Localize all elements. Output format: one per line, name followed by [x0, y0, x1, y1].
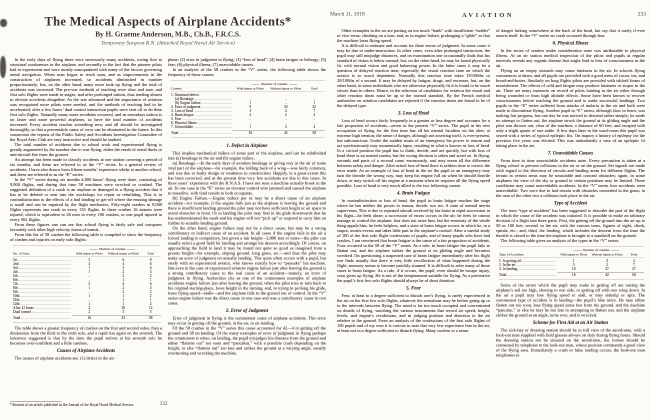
table-cell: ..	[249, 117, 252, 121]
article-byline: By H. Graeme Anderson, M.B., Ch.B., F.R.C.S.	[95, 30, 241, 39]
table-row	[171, 131, 325, 136]
table-cell: 3	[122, 310, 125, 314]
table-row-label: 4th	[13, 270, 18, 274]
table-cell: 2	[149, 274, 152, 278]
dotted-leader	[194, 116, 231, 117]
table-cell: 2	[88, 282, 91, 286]
table-cell: 1	[149, 298, 152, 302]
paragraph: The table shows a greater frequency of crashes on the first and second solos, then a diminution from the third to the sixth solo, and a rapid rise again on the seventh. The inference suggested is that by the time the pupil arrives at his seventh solo he becomes over-confident and a little careless.	[10, 325, 162, 346]
table-cell: 58	[303, 131, 325, 136]
paragraph: This implies mechanical failure of some part of the airplane, and can be subdivided into (a) breakage in the air and (b) engine failure.	[168, 150, 326, 161]
section-heading-first-aid: Scheme for First Aid at an Air Station	[532, 320, 609, 326]
dotted-leader	[194, 100, 231, 101]
table-cell: 1	[122, 278, 125, 282]
paragraph: On the other hand, engine failure may not be a direct cause, but may be a strong contributory or indirect cause of an accident. In all cases if the engine fails in the air a forced landing is compulsory, but given a fair height—2,000 feet or more—the pilot can usually select a good field for landing and arrange his descent accordingly. Of course, on approaching the field to land it may be found not quite so good as imagined from a greater height—for example, sloping ground, long grass, etc.—and thus the pilot may make an error of judgment on actually landing. This quite often occurs with a pupil, but rarely with an experienced aviator, who knows exactly how to “pancake” his machine. But even in the case of experienced aviators engine failure just after leaving the ground is a strong contributory cause to the real cause of an accident—namely, an error of judgment in flying. Authorities cite as one of the commonest examples of airplane accidents engine failure just after leaving the ground, when the pilot tries to turn back to his original starting-place, loses height in the turning, and, in trying to prolong his glide, loses flying speed—stalls—and the airplane falls to the ground out of control. In the “V” series engine failure was the direct cause in one case and was a contributory cause in two cases.	[168, 225, 326, 306]
table-header-row	[13, 252, 161, 257]
table-cell: 9	[249, 105, 252, 109]
table-column-header: Without injury to Pilots	[591, 253, 623, 257]
table-cell: 58	[624, 273, 644, 278]
article-title-block	[10, 15, 326, 46]
table-cell: 4	[632, 259, 635, 263]
table-row-label: 1. Structural defect:	[171, 93, 200, 97]
dotted-leader	[35, 309, 71, 310]
table-cell: 2	[149, 290, 152, 294]
accident-types-table	[499, 246, 644, 280]
table-header-row	[171, 87, 325, 92]
table-cell: 7	[313, 109, 316, 113]
table-row-label: 10th	[13, 294, 20, 298]
table-cell: 2	[606, 263, 608, 267]
table-cell: 5	[572, 263, 575, 267]
table-cell: 42	[312, 105, 317, 109]
table-cell: 1	[122, 294, 125, 298]
table-cell: 37	[605, 267, 609, 271]
paragraph: Fear, at least in a degree sufficient to disturb one’s flying, is rarely experienced in the air on the first few solo flights, whatever the sensations may be before going up or in the intervals between flying. The mind is far too much occupied and concentrated on details of flying, watching the various instruments that record air speed, height, levels, and engine’s revolutions, and in judging position and direction in the air relative to the ground. From an analysis of the confessions of the first solo flights of 100 pupils and of my own it is curious to note that very few experience fear in the air, at least not in a degree sufficient to disturb flying. Many confess to a sense	[337, 293, 490, 333]
text-column-3	[337, 28, 490, 417]
table-cell: ..	[284, 117, 287, 121]
paragraph: The term “type of accident” has been suggested to describe the part of the flight in which the cause of the accident was initiated. It is possible to make an arbitrary division of a flight into three parts: First, the getting off the ground into the air up to 50 or 100 feet; second, in the air, with the various turns, figures of eight, climb, spirals, etc.; and, third, the landing, which includes the descent from the time the throttle is closed to the time the airplane is brought to a standstill on the ground.	[496, 208, 645, 238]
table-cell: 2	[284, 113, 287, 117]
table-row-label: 6th	[13, 278, 18, 282]
table-cell: 3	[249, 109, 252, 113]
table-row-label: 11th	[13, 298, 20, 302]
table-cell: 4	[122, 282, 125, 286]
section-heading-judgment: 2. Error of Judgment	[225, 308, 269, 314]
section-heading-physical-illness: 6. Physical Illness	[552, 40, 589, 46]
table-stub-header: Causes:	[171, 86, 182, 91]
running-header	[330, 11, 646, 22]
article-title: The Medical Aspects of Airplane Accidents*	[44, 15, 292, 29]
table-cell: 2	[88, 306, 91, 310]
dotted-leader	[20, 297, 71, 298]
paragraph: Of the 58 crashes in the “V” series this cause accounted for 42—4 in getting off the ground and 38 on landing. Of the many examples of error of judgment in flying perhaps the commonest is when, on landing, the pupil misjudges his distance from the ground and either “flattens out” too soon and “pancakes,” with a possible crash depending on the height, or else “flattens out” too late and strikes the ground at a varying angle, usually overturning and wrecking the machine.	[168, 325, 326, 356]
table-cell: ..	[88, 278, 91, 282]
paragraph: The sick-bay or dressing station should be in full view of the aerodrome, with a look-out man supplied with field glasses always on duty during flying hours. Should the dressing station not be situated on the aerodrome, the former should be connected by telephone to the look-out man, whose position commands a good view of the flying area. Immediately a crash or false landing occurs, the look-out man telephones to	[496, 327, 645, 358]
dotted-leader	[198, 124, 232, 125]
paragraph: Loss of head occurs fairly frequently in a greater or less degree and accounts for a fair proportion of accidents—seven in the present “V” series. The pupil in his new occupation of flying for the first time has all his mental faculties on the alert, at extreme high tension; the sense of danger, although not asserting itself, is ever-present, but subconscious. Under the sudden strain of an emergency his power to reason and act synchronously may momentarily lapse, resulting in what is known as loss of head. In a critical position the pupil has to think, decide, and act quickly, but with loss of head there is no mental inertia, but the wrong decision is taken and acted on. In flying, seconds and parts of a second count enormously, and may mean all the difference between safety and danger. After actual loss of head there is seldom time to correct the error made. As an example of loss of head in the air the pupil in an emergency may turn the throttle the wrong way, may keep his engine full on when he should throttle down, or may switch off his engine at a moment when he requires all the flying speed possible. Loss of head is very much allied to the two following causes.	[337, 118, 490, 188]
table-stub-header: No. of Solo.	[13, 251, 31, 256]
dotted-leader	[20, 301, 71, 302]
dotted-leader	[20, 305, 71, 306]
paragraph: From these figures one can see that school flying is fairly safe and compares favorably with other high velocity forms of transit.	[10, 222, 162, 232]
table-row-label: Total	[171, 131, 179, 135]
table-row-label: 9th	[13, 290, 18, 294]
paragraph: Other examples in the air are putting on too much “bank” with insufficient “rudder” or vice versa; climbing on a turn; and, as in engine failure, prolonging a “glide” so that the machine loses flying speed.	[337, 28, 490, 43]
paragraph: In an analysis of the 58 crashes in the “V” series, the following table shows the frequency of those causes:	[168, 67, 326, 77]
table-column-header: With injury to Pilots	[75, 252, 103, 256]
journal-name: AVIATION	[462, 11, 514, 19]
table-cell: 1	[88, 286, 91, 290]
table-cell: ..	[313, 117, 316, 121]
dotted-leader	[19, 277, 72, 278]
scan-artifact	[0, 19, 7, 27]
table-cell: 1	[572, 259, 575, 263]
table-cell: 16	[557, 273, 590, 278]
table-cell: ..	[249, 121, 252, 125]
table-row-label: 4. Brain fatigue	[171, 113, 194, 117]
paragraph: In contradistinction to loss of head, the pupil in brain fatigue reaches the stage where he has neither the power to reason, decide, nor act. A state of mental inertia supervenes. This is due to repeated stimuli received by his brain in rapid succession in his flight—he feels alone; a succession of errors occurs in the air; he feels he cannot manage to control the airplane; fear does not seize him, but the enormity of the whole thing appals him; he feels helpless, and a state of brain fatigue occurs in which he, in a stupor, awaits events and takes little part in the airplane’s control. After a careful study of 100 of the first solo flight confessions of pupils, and of many pupils who have had crashes, I am convinced that brain fatigue is the cause of a fair proportion of accidents. Four occurred in the 58 of the “V” series. As a rule, in brain fatigue the pupil fails to flatten out, and the airplane strikes the ground at its gliding angle and becomes wrecked. On questioning a suspected case of brain fatigue immediately after his flight one finds usually that there is very little recollection of what happened during the flight; memory seems to become patchily stunned. It is difficult to refer many of these cases to brain fatigue. As a rule, if it occurs, the pupil, even should he escape injury, soon gives up flying. He is not of the temperament suitable for flying. As a preventive the pupil’s first few solo flights should always be of short duration.	[337, 198, 490, 283]
table-row-label: 3. Loss of head	[171, 109, 193, 113]
table-row-label: 1. In getting off	[499, 259, 522, 263]
table-cell: 2	[122, 286, 125, 290]
table-caption: Number of crashes	[98, 247, 126, 251]
table-row-label: Dual control	[13, 310, 32, 314]
paragraph: In the series of crashes under consideration none was attributable to physical illness. At an air station medical inspection of the pilots and pupils at regular intervals reveals any organic disease that might lead to loss of consciousness in the air.	[496, 48, 645, 68]
table-cell: 3	[606, 259, 608, 263]
table-cell: 7	[632, 263, 635, 267]
table-cell: 3	[88, 258, 91, 262]
table-cell: 16	[233, 131, 268, 136]
paragraph: From time to time unavoidable accidents arise. Every precaution is taken at a flying school to prevent collisions in the air or on the ground. Set signals are made with regard to the direction of circuits and landing areas for different flights. The terrain in certain areas may be unsuitable and conceal obstacles; again, in some airplanes the view of the sky or ground in certain positions may be limited. These conditions may cause unavoidable accidents. In the “V” series four accidents were unavoidable. Two were due to bad terrain with obstacles concealed in the grass; in the case of the other two a collision took place in the air.	[496, 158, 645, 198]
dotted-leader	[194, 128, 232, 129]
table-row-label: 12th	[13, 302, 20, 306]
table-cell: 2	[122, 290, 125, 294]
dotted-leader	[32, 313, 71, 314]
table-cell: 9	[149, 258, 152, 262]
table-caption: Number of crashes	[260, 82, 288, 86]
section-heading-defect: 1. Defect in Airplane	[226, 143, 268, 149]
table-row	[499, 273, 644, 278]
table-cell: 3	[284, 125, 287, 129]
dotted-leader	[517, 266, 556, 267]
table-column-header: With injury to Pilots	[560, 253, 588, 257]
text-column-2	[168, 57, 326, 414]
table-cell: 4	[149, 266, 152, 270]
table-caption: Number of crashes	[582, 248, 610, 252]
table-cell: 1	[88, 266, 91, 270]
section-heading-loss-of-head: 3. Loss of Head	[398, 110, 429, 116]
table-row	[13, 316, 161, 321]
table-row	[171, 125, 325, 129]
dotted-leader	[202, 104, 232, 105]
table-cell: 1	[122, 298, 125, 302]
table-cell: ..	[249, 97, 252, 101]
dotted-leader	[19, 293, 72, 294]
paragraph: In the early days of flying there were necessarily many accidents, owing first to structural weaknesses in the airplane, and secondly to the fact that the pioneer pilots had to experiment and were mostly unacquainted with many of the factors governing aerial navigation. When man began to teach man, and as improvements in the construction of airplanes increased, so accidents diminished in number proportionately; but, on the other hand, many more took up flying and the total of accidents was increased. The pre-war methods of teaching were slow and sure, and first solo flights were made in stages, and after prolonged tuition, thus tending almost to obviate accidents altogether. As the war advanced and the importance of aviation was recognized more pilots were needed, and the methods of teaching had to be accelerated; after a few hours’ dual control instruction pupils were sent off to do their first solo flights. Naturally many more accidents occurred, and as nowadays tuition is on faster and more powerful airplanes, so have the total number of accidents increased. Every accident teaches something new, and all should be investigated thoroughly, so that a preventable cause of error can be eliminated in the future. In this connection the reports of the Public Safety and Accidents Investigation Committee of the Royal Aero Club are very instructive and should be studied.	[10, 57, 162, 142]
table-cell: ..	[88, 274, 91, 278]
paragraph: plane; (2) error in judgment in flying; (3) “loss of head”; (4) brain fatigue or lethargy; (5) fear; (6) physical illness; (7) unavoidable causes.	[168, 57, 326, 67]
dotted-leader	[19, 273, 72, 274]
table-cell: ..	[284, 121, 287, 125]
table-row-label: 8th	[13, 286, 18, 290]
table-row-label: (a) Breakage	[175, 97, 194, 101]
article-affiliation: Temporary Surgeon R.N. (Attached Royal Naval Air Service)	[101, 40, 235, 46]
table-cell: ..	[313, 97, 316, 101]
table-cell: 3	[149, 286, 152, 290]
table-cell: 1	[88, 294, 91, 298]
text-column-1	[10, 57, 162, 407]
paragraph: An attempt has been made to classify accidents at one station covering a period of six months, and these are referred to as the “V” series. In a general review of accidents, I have also drawn from fifteen months’ experience whilst at another school, and these are referred to as the “E” series.	[10, 157, 162, 177]
table-cell: 10	[571, 267, 576, 271]
table-cell: 33	[283, 105, 288, 109]
table-column-header: Without injury to Pilots	[270, 87, 302, 91]
table-cell: 2	[88, 262, 91, 266]
table-row	[13, 310, 161, 314]
table-cell: ..	[88, 298, 91, 302]
table-row-label: After 12 hours	[13, 306, 34, 310]
dotted-leader	[179, 134, 231, 135]
table-cell: 1	[88, 270, 91, 274]
table-cell: 2	[149, 302, 152, 306]
table-row-label: 3. In landing	[499, 267, 518, 271]
dotted-leader	[194, 112, 232, 113]
table-cell: 4	[284, 109, 287, 113]
table-cell: 2	[149, 294, 152, 298]
paragraph: Some of the errors which the pupil may make in getting off are raising the airplane’s tail too high, slewing to one side, or getting off with one wing down. In the air a pupil may lose flying speed or stall, or may sideslip or spin. The commonest type of accident is in landing—the pupil’s bête noire. He may either flatten out too soon, lose flying speed some feet from the ground, and the machine “pancake,” or else he may be too late in attempting to flatten out, and the airplane strikes the ground at an angle, turns over, and is wrecked.	[496, 282, 645, 318]
table-column-header: Total	[310, 87, 318, 91]
page-number-right: 233	[637, 11, 646, 17]
section-heading-unavoidable: 7. Unavoidable Causes	[547, 150, 594, 156]
paragraph: In the “V” series during six months 4,000 hours’ flying were done, consisting of 9,000 flights, and during that time 58 machines were wrecked or crashed. The suggested definition of a crash is an airplane so damaged in a flying accident that it has to be deleted or sent into the workshops for repair or rebuilding. This is in contradistinction to the effects of a bad landing or get-off where the ensuing damage is small and can be repaired by the flight mechanics. Fifty-eight crashes in 9,000 flights represents one crash in every 155 flights. In these crashes 16 airmen were injured, which is equivalent to 26 men in every 100 crashes, or one pupil injured in every 562 flights.	[10, 177, 162, 222]
dotted-leader	[19, 285, 72, 286]
dotted-leader	[182, 120, 232, 121]
table-cell: 5	[149, 310, 152, 314]
dotted-leader	[19, 265, 71, 266]
table-cell: ..	[284, 97, 287, 101]
dotted-leader	[19, 289, 72, 290]
dotted-leader	[202, 108, 232, 109]
table-cell: 2	[88, 310, 91, 314]
table-row-label: 1st	[13, 258, 18, 262]
table-cell: ..	[284, 101, 287, 105]
table-cell: 1	[88, 302, 91, 306]
paragraph: The following table gives an analysis of the types in the “V” series:	[500, 238, 620, 243]
table-cell: 4	[313, 125, 316, 129]
table-row-label: 2nd	[13, 262, 19, 266]
table-cell: 42	[106, 316, 140, 321]
table-cell: 42	[590, 273, 623, 278]
table-column-header: Without injury to Pilots	[107, 252, 139, 256]
text-column-4	[496, 28, 645, 417]
paragraph: The causes of airplane accidents are: (1) defect in the air-	[14, 355, 116, 361]
table-row-label: Total	[13, 316, 21, 320]
dotted-leader	[518, 270, 556, 271]
table-cell: 4	[313, 113, 316, 117]
header-date: March 11, 1918	[330, 11, 365, 17]
table-header-row	[499, 253, 644, 258]
section-heading-brain-fatigue: 4. Brain Fatigue	[397, 190, 430, 196]
table-column-header: Total	[147, 252, 155, 256]
paragraph: Flying on an empty stomach may cause faintness in the air. In schools flying commences at dawn, and all pupils are provided with a good mess of cocoa, tea, and bread-and-butter. Similarly on long flights pilots are provided with tabloid forms of nourishment. The effects of cold and fatigue may produce faintness or stupor in the air. There are many instances on record of pilots fainting in the air either through being wounded or from high altitude effects. Some have been known to recover consciousness before reaching the ground and to make successful landings. Two pupils in the “E” series suffered from attacks of malaria in the air and both were made to discontinue flying. Another pupil in “E” series, although slow to learn, was making fair progress, but one day he was noticed to descend rather steeply; he made no attempt to flatten out, the airplane struck the ground at its gliding angle and the pilot was thrown out, clear of the machine, a distance of 60 feet, and escaped with only a slight sprain of one ankle. A few days later in the ward-room this pupil was seized with a series of typical epileptic fits. On inquiry a history of epilepsy for the previous five years was elicited. This was undoubtedly a case of an epileptic fit taking place in the air.	[496, 68, 645, 148]
table-stub-header: Type of Accident:	[499, 252, 525, 257]
dotted-leader	[21, 319, 71, 320]
table-row-label: 5th	[13, 274, 18, 278]
table-cell: 47	[632, 267, 636, 271]
table-cell: 6	[149, 282, 152, 286]
footnote: *Abstract of an article published in the Journal of the Royal Naval Medical Service.	[10, 402, 135, 407]
table-column-header: With injury to Pilots	[236, 87, 264, 91]
paragraph: Error of judgment in flying is the commonest cause of airplane accidents. This error may occur in getting off the ground, in the air, or on landing.	[168, 315, 326, 326]
table-cell: 1	[313, 101, 316, 105]
dotted-leader	[522, 262, 556, 263]
table-row-label: 7th	[13, 282, 18, 286]
section-heading-type-of-accident: Type of Accident	[554, 200, 587, 206]
paragraph: (a) Breakage.—In the early days of aviation breakage or giving way in the air of some vital part of the airplane—for example, the folding back of a wing—was fairly common, and was due to faulty design or weakness in construction. Happily, to a great extent this has been corrected, and at the present time very few accidents are due to this cause. In three years’ experience with the R.N.A.S. I have not seen a machine actually break in the air. In one case in the “E” series an elevator control wire jammed and caused the airplane to nosedive, with fatal results to both occupants.	[168, 160, 326, 196]
crash-causes-table	[171, 80, 325, 138]
table-cell: 1	[249, 125, 252, 129]
table-row-label: Total	[499, 273, 507, 277]
table-cell: 4	[122, 262, 125, 266]
table-row-label: 2. In the air	[499, 263, 516, 267]
table-cell: 6	[122, 258, 125, 262]
table-cell: 6	[149, 262, 152, 266]
table-cell: 3	[122, 266, 125, 270]
table-cell: 12	[148, 306, 153, 310]
dotted-leader	[19, 281, 72, 282]
page-number-left: 232	[160, 401, 168, 407]
table-row-label: 2. Error of judgment	[171, 105, 201, 109]
table-cell: 42	[268, 131, 303, 136]
dotted-leader	[507, 276, 556, 277]
table-cell: 1	[122, 302, 125, 306]
table-row	[499, 267, 644, 271]
table-cell: 2	[122, 270, 125, 274]
table-cell: 16	[72, 316, 106, 321]
section-heading-causes: Causes of Airplane Accidents	[57, 348, 115, 354]
table-row-label: 6. Physical illness	[171, 121, 197, 125]
solo-flights-table	[13, 245, 161, 323]
table-row-label: 7. Unavoidable	[171, 125, 193, 129]
table-row-label: 3rd	[13, 266, 18, 270]
paragraph: It is difficult to estimate and account for these errors of judgment. In some cases it may be due to under-instruction. In other cases, even after prolonged instruction, the pupil may still misjudge distances, and on examination one occasionally finds that his standard of vision is below normal; but, on the other hand, he may be found physically fit, with normal vision and good balancing power. In the latter cases it may be a question of delayed reaction time, especially the visual reaction time on which the aviator is so much dependent. Normally this reaction time takes 19/100ths or 20/100ths of a second. It may be delayed by fatigue, drugs, and excesses; but, on the other hand, in some individuals who are otherwise physically fit it is found to be much slower than in others. Hence, in the selection of candidates for aviation the visual and other reaction times must be up to the normal standard. By the French medical authorities on aviation candidates are rejected if the reaction times are found to be of the delayed type.	[337, 43, 490, 108]
table-column-header: Total	[630, 253, 638, 257]
table-row-label: 5. Fear	[171, 117, 181, 121]
scan-artifact	[0, 56, 6, 78]
table-cell: ..	[88, 290, 91, 294]
paragraph: (b) Engine Failure.—Engine failure per se may be a direct cause of an airplane accident—for example, if the engine fails just as the airplane is leaving the ground and there is insufficient landing ground the pilot may not have sufficient height or air space to avoid obstacles in front. Or in landing the pilot may find in his glide downwards that he has underestimated the mark and his engine will not “pick up” or respond to carry him on further to suitable landing ground.	[168, 195, 326, 226]
table-cell: 2	[122, 274, 125, 278]
table-cell: 10	[121, 306, 126, 310]
table-row-label: (b) Engine failure	[175, 101, 201, 105]
table-cell: 1	[249, 101, 252, 105]
table-cell: ..	[313, 121, 316, 125]
section-heading-fear: 5. Fear	[406, 285, 421, 291]
table-cell: 3	[149, 270, 152, 274]
table-cell: 2	[249, 113, 252, 117]
table-cell: 58	[140, 316, 161, 321]
paragraph: From this list of 58 crashes the following table is compiled to show the frequency of crashes and injuries on early solo flights:	[10, 232, 162, 242]
table-cell: 1	[149, 278, 152, 282]
paragraph: of danger lurking somewhere at the back of the head, but say that it rarely if ever asserts itself. In the “V” series no crash occurred through fear.	[496, 28, 645, 38]
paragraph: The total number of accidents due to school work and experimental flying is greatly augmented by the number due to war flying, either the result of aerial duels or anti-aircraft fire from the ground.	[10, 142, 162, 157]
dotted-leader	[18, 261, 71, 262]
dotted-leader	[19, 269, 71, 270]
